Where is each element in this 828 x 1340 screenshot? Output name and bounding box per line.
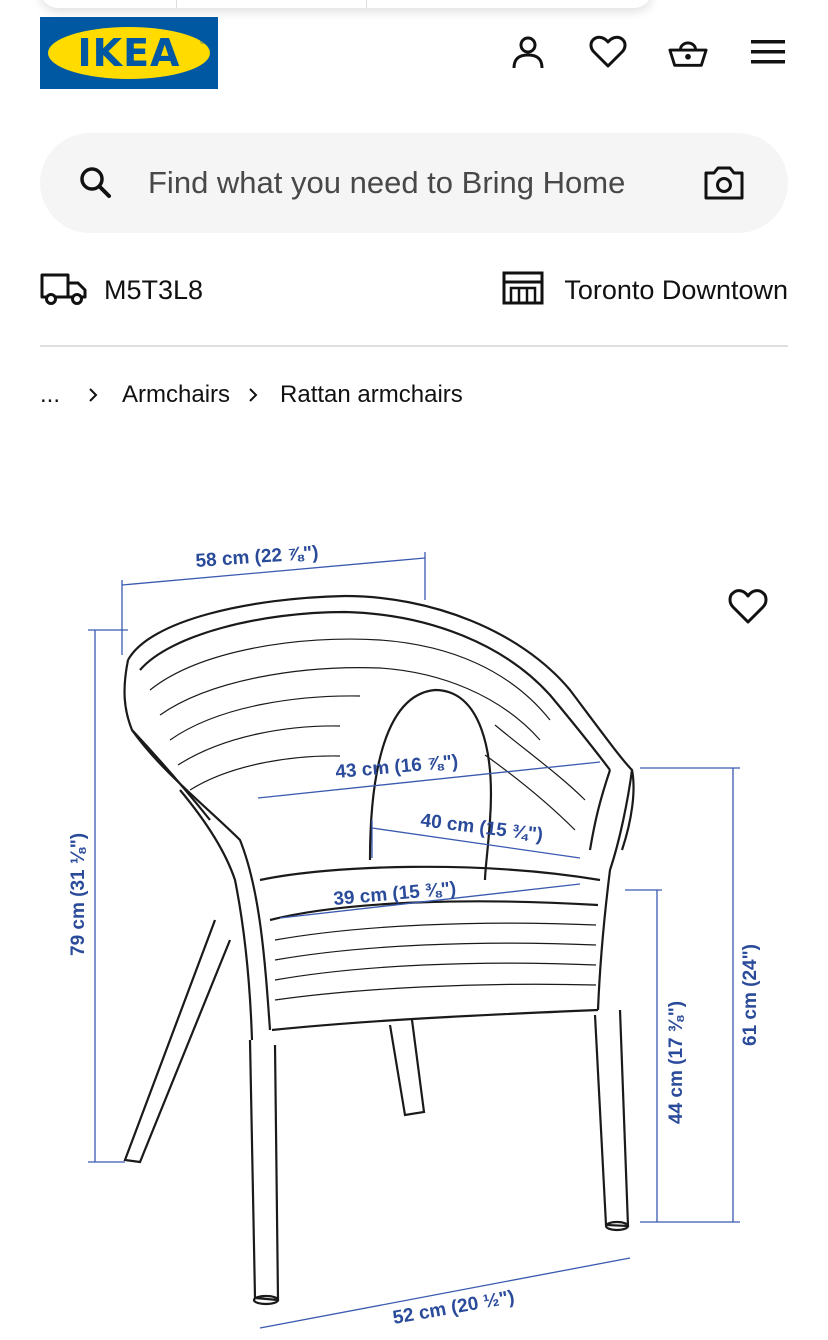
logo-oval [48,27,210,79]
chevron-right-icon [246,388,260,402]
product-dimension-image [0,520,828,1340]
location-row [40,262,788,318]
divider [40,345,788,347]
dimension-height-label: 79 cm (31 ⅛") [68,832,89,956]
header [0,16,828,90]
basket-icon[interactable] [668,32,708,72]
breadcrumb-ellipsis[interactable]: ... [40,381,61,408]
dimension-seat-height-label: 44 cm (17 ⅜") [666,1000,687,1124]
store-icon [502,271,544,310]
breadcrumb [40,375,463,415]
dimension-depth-label: 52 cm (20 ½") [391,1286,517,1329]
search-icon[interactable] [76,163,116,203]
logo-registered: ® [200,37,206,46]
menu-icon[interactable] [748,32,788,72]
camera-icon[interactable] [702,163,746,203]
logo-text: IKEA [77,31,181,75]
dimension-seat-width-label: 39 cm (15 ⅜") [332,878,458,910]
heart-icon[interactable] [588,32,628,72]
delivery-postal-code[interactable] [40,262,203,318]
selected-store[interactable] [502,262,788,318]
ikea-logo[interactable] [40,17,218,89]
dimension-arm-height-label: 61 cm (24") [740,944,761,1046]
store-name-text: Toronto Downtown [564,274,788,305]
top-popup-edge [40,0,652,8]
truck-icon [40,271,88,310]
breadcrumb-rattan-armchairs[interactable]: Rattan armchairs [280,381,463,408]
chair-drawing [125,596,634,1304]
chevron-right-icon [86,388,100,402]
search-input[interactable] [148,158,688,208]
dimension-seat-depth-label: 40 cm (15 ¾") [419,810,545,846]
profile-icon[interactable] [508,32,548,72]
dimension-width-label: 58 cm (22 ⅞") [194,542,320,572]
dimension-upper-seat-width-label: 43 cm (16 ⅞") [334,751,460,783]
search-bar [40,133,788,233]
breadcrumb-armchairs[interactable]: Armchairs [122,381,231,408]
postal-code-text: M5T3L8 [104,274,204,305]
